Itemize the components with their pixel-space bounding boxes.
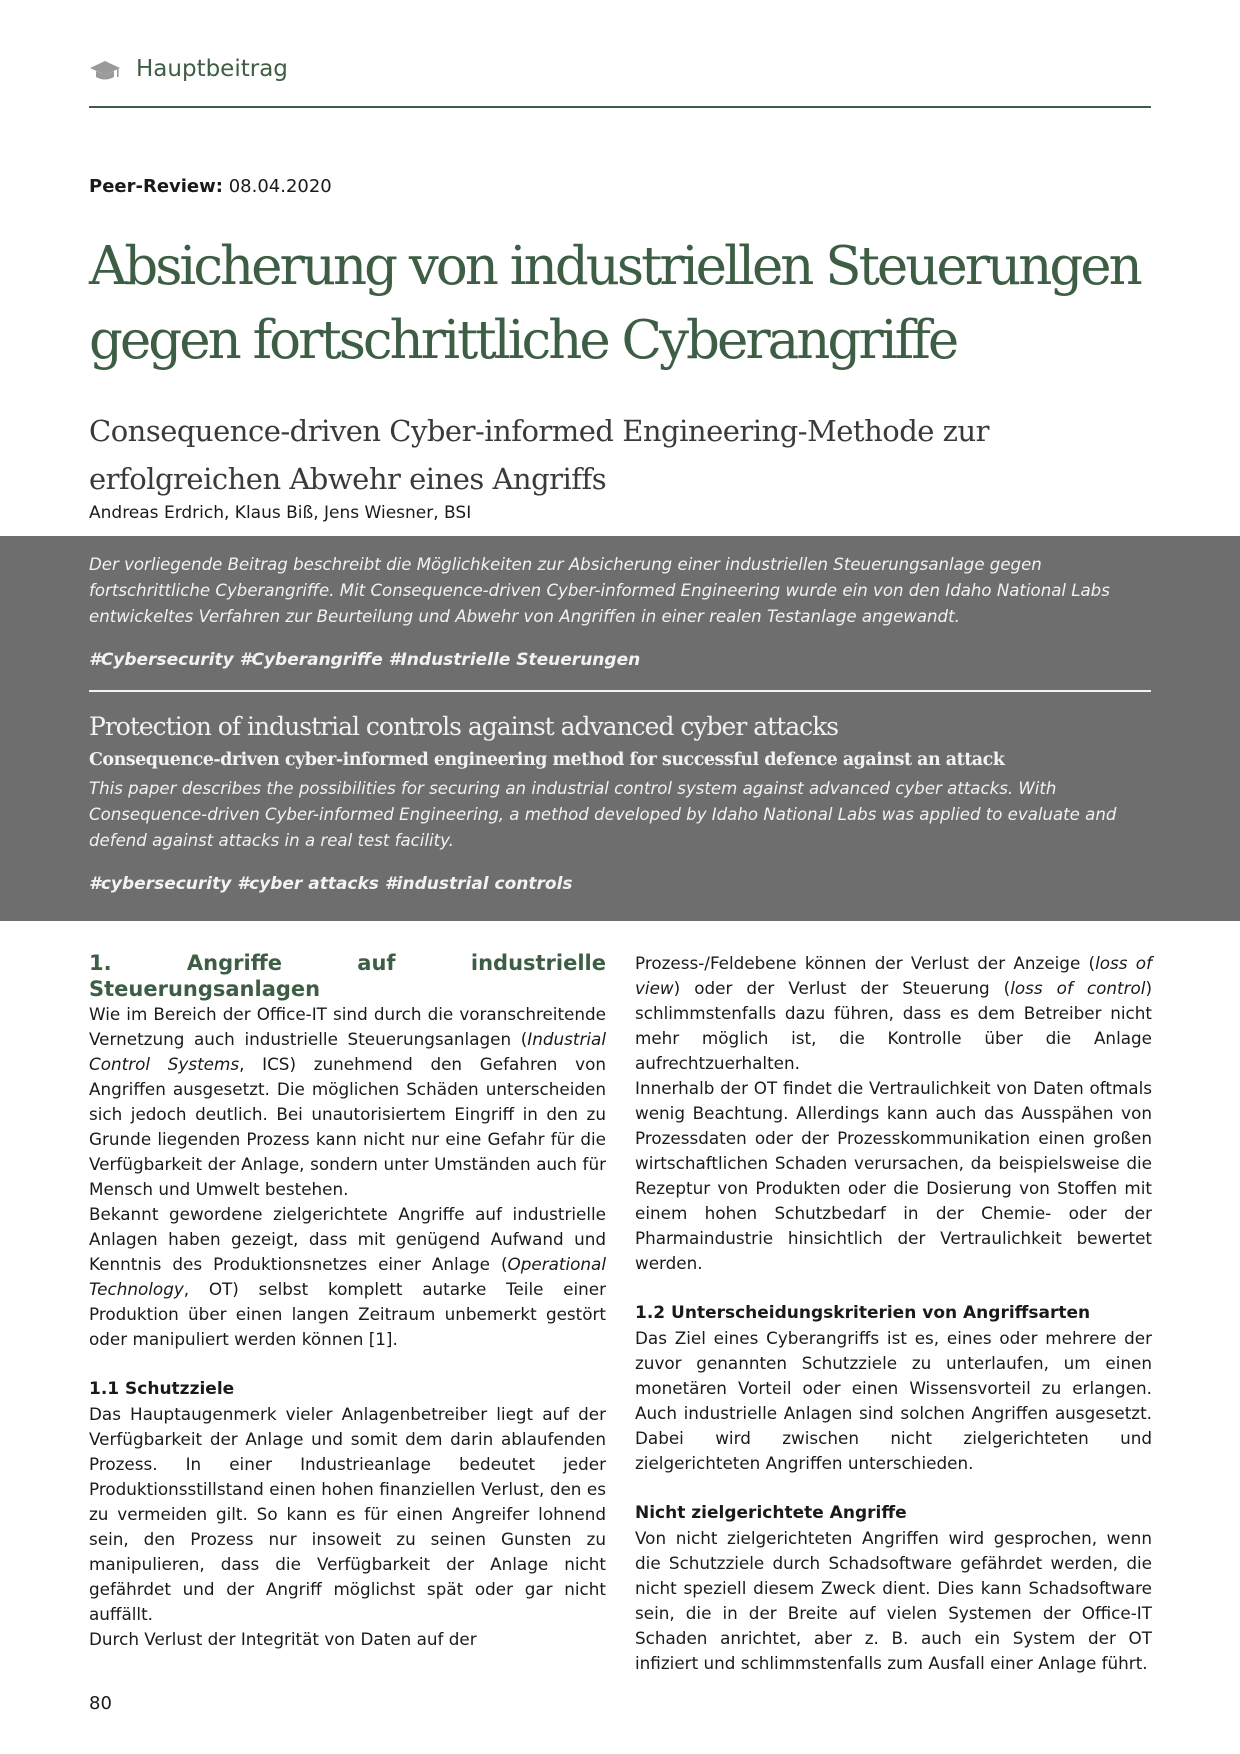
keywords-de: #Cybersecurity #Cyberangriffe #Industrielle Steuerungen — [89, 650, 641, 670]
title-line-2: gegen fortschrittliche Cyberangriffe — [89, 310, 957, 371]
body-column-left — [89, 950, 606, 1652]
running-header — [89, 48, 1151, 108]
section-label: Hauptbeitrag — [136, 56, 288, 82]
title-line-1: Absicherung von industriellen Steuerungen — [89, 236, 1140, 297]
section-1-2-heading: 1.2 Unterscheidungskriterien von Angriffsarten — [635, 1303, 1091, 1323]
section-nicht-zielgerichtet-paragraph: Von nicht zielgerichteten Angriffen wird gesprochen, wenn die Schutzziele durch Schadsoftware gefährdet werden, die nicht speziell diesem Zweck dient. Dies kann Schadsoftware sein, die in der Breite auf vielen Systemen der Office-IT Schaden anrichtet, aber z. B. auch ein System der OT infiziert und schlimmstenfalls zum Ausfall einer Anlage führt. — [635, 1528, 1152, 1673]
body-column-right — [635, 951, 1152, 1676]
peer-review-label: Peer-Review: — [89, 176, 223, 197]
abstract-en-text: This paper describes the possibilities for securing an industrial control system against advanced cyber attacks. With Consequence-driven Cyber-informed Engineering, a method developed by Idaho National Labs was applied to evaluate and defend against attacks in a real test facility. — [89, 779, 1117, 850]
subtitle-line-1: Consequence-driven Cyber-informed Engineering-Methode zur — [89, 414, 989, 448]
section-1-paragraph-2: Bekannt gewordene zielgerichtete Angriffe auf industrielle Anlagen haben gezeigt, dass mit genügend Aufwand und Kenntnis des Produktionsnetzes einer Anlage (Operational Technology, OT) selbst komplett autarke Teile einer Produktion über einen langen Zeitraum unbemerkt gestört oder manipuliert werden können [1]. — [89, 1204, 606, 1349]
subtitle-line-2: erfolgreichen Abwehr eines Angriffs — [89, 462, 607, 496]
section-1-1-paragraph-3: Innerhalb der OT findet die Vertraulichkeit von Daten oftmals wenig Beachtung. Allerdings kann auch das Ausspähen von Prozessdaten oder der Prozesskommunikation einen großen wirtschaftlichen Schaden verursachen, da beispielsweise die Rezeptur von Produkten oder die Dosierung von Stoffen mit einem hohen Schutzbedarf in der Chemie- oder der Pharmaindustrie hinsichtlich der Vertraulichkeit bewertet werden. — [635, 1078, 1152, 1273]
graduation-cap-icon — [89, 60, 121, 82]
abstract-en-title: Protection of industrial controls against advanced cyber attacks — [89, 712, 839, 741]
section-1-1-paragraph-1: Das Hauptaugenmerk vieler Anlagenbetreiber liegt auf der Verfügbarkeit der Anlage und somit dem darin ablaufenden Prozess. In einer Industrieanlage bedeutet jeder Produktionsstillstand einen hohen finanziellen Verlust, den es zu vermeiden gilt. So kann es für einen Angreifer lohnend sein, den Prozess nur insoweit zu seinen Gunsten zu manipulieren, dass die Verfügbarkeit der Anlage nicht gefährdet und der Angriff möglichst spät oder gar nicht auffällt. — [89, 1404, 606, 1624]
abstract-box — [0, 536, 1240, 921]
section-1-1-paragraph-2: Durch Verlust der Integrität von Daten auf der — [89, 1629, 477, 1649]
section-1-paragraph-1: Wie im Bereich der Office-IT sind durch die voranschreitende Vernetzung auch industrielle Steuerungsanlagen (Industrial Control Systems, ICS) zunehmend den Gefahren von Angriffen ausgesetzt. Die möglichen Schäden unterscheiden sich jedoch deutlich. Bei unautorisiertem Eingriff in den zu Grunde liegenden Prozess kann nicht nur eine Gefahr für die Verfügbarkeit der Anlage, sondern unter Umständen auch für Mensch und Umwelt bestehen. — [89, 1004, 606, 1199]
peer-review-date: 08.04.2020 — [228, 176, 332, 197]
section-1-1-paragraph-2-continued: Prozess-/Feldebene können der Verlust der Anzeige (loss of view) oder der Verlust der Steuerung (loss of control) schlimmstenfalls dazu führen, dass es dem Betreiber nicht mehr möglich ist, die Kontrolle über die Anlage aufrechtzuerhalten. — [635, 953, 1152, 1073]
abstract-de-text: Der vorliegende Beitrag beschreibt die Möglichkeiten zur Absicherung einer industriellen Steuerungsanlage gegen fortschrittliche Cyberangriffe. Mit Consequence-driven Cyber-informed Engineering wurde ein von den Idaho National Labs entwickeltes Verfahren zur Beurteilung und Abwehr von Angriffen in einer realen Testanlage angewandt. — [89, 555, 1110, 626]
peer-review-line — [89, 176, 332, 197]
article-subtitle — [89, 407, 1169, 503]
keywords-en: #cybersecurity #cyber attacks #industrial controls — [89, 874, 573, 894]
section-1-1-heading: 1.1 Schutzziele — [89, 1379, 235, 1399]
section-1-2-paragraph-1: Das Ziel eines Cyberangriffs ist es, eines oder mehrere der zuvor genannten Schutzziele zu unterlaufen, um einen monetären Vorteil oder einen Wissensvorteil zu erlangen. Auch industrielle Anlagen sind solchen Angriffen ausgesetzt. Dabei wird zwischen nicht zielgerichteten und zielgerichteten Angriffen unterschieden. — [635, 1328, 1152, 1473]
page-number: 80 — [89, 1693, 112, 1714]
article-title — [89, 230, 1199, 378]
authors: Andreas Erdrich, Klaus Biß, Jens Wiesner, BSI — [89, 503, 472, 523]
section-1-heading: 1. Angriffe auf industrielle Steuerungsanlagen — [89, 951, 606, 1001]
abstract-divider — [89, 690, 1151, 692]
abstract-en-subtitle: Consequence-driven cyber-informed engineering method for successful defence against an attack — [89, 750, 1005, 770]
section-nicht-zielgerichtet-heading: Nicht zielgerichtete Angriffe — [635, 1503, 907, 1523]
